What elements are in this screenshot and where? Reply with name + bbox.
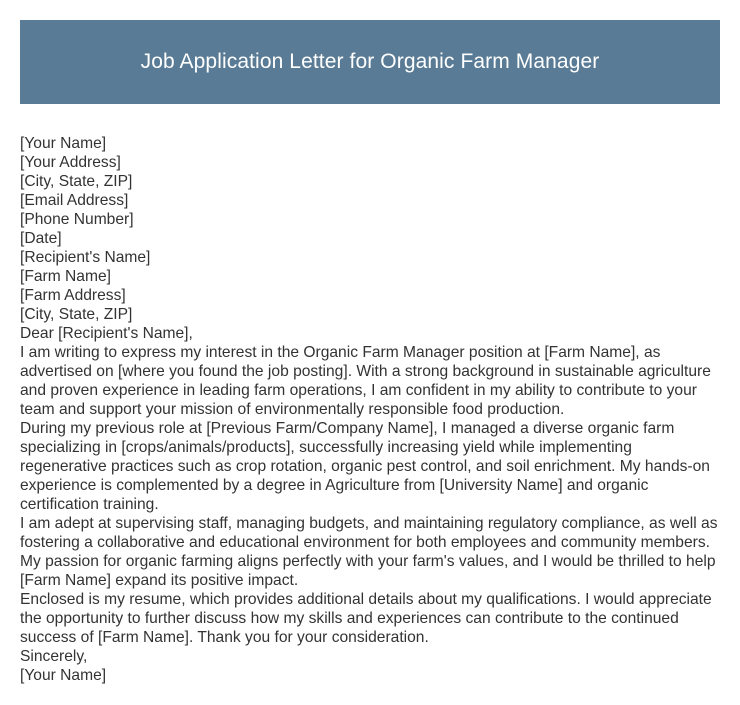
recipient-farm-name: [Farm Name] <box>20 268 111 285</box>
salutation: Dear [Recipient's Name], <box>20 325 193 342</box>
letter-date: [Date] <box>20 230 62 247</box>
letter-body <box>20 134 720 685</box>
sender-email: [Email Address] <box>20 192 129 209</box>
closing: Sincerely, <box>20 648 88 665</box>
recipient-farm-address: [Farm Address] <box>20 287 126 304</box>
sender-name: [Your Name] <box>20 135 107 152</box>
sender-city-state-zip: [City, State, ZIP] <box>20 173 133 190</box>
sender-address: [Your Address] <box>20 154 121 171</box>
body-paragraph-2: During my previous role at [Previous Farm/Company Name], I managed a diverse organic farm specializing in [crops/animals/products], successfully increasing yield while implementing regenerative practices such as crop rotation, organic pest control, and soil enrichment. My hands-on experience is complemented by a degree in Agriculture from [University Name] and organic certification training. <box>20 420 710 513</box>
page-title: Job Application Letter for Organic Farm Manager <box>140 50 600 73</box>
signature: [Your Name] <box>20 667 107 684</box>
body-paragraph-1: I am writing to express my interest in the Organic Farm Manager position at [Farm Name], as advertised on [where you found the job posting]. With a strong background in sustainable agriculture and proven experience in leading farm operations, I am confident in my ability to contribute to your team and support your mission of environmentally responsible food production. <box>20 344 711 418</box>
title-banner <box>20 20 720 104</box>
sender-phone: [Phone Number] <box>20 211 134 228</box>
recipient-city-state-zip: [City, State, ZIP] <box>20 306 133 323</box>
recipient-name: [Recipient's Name] <box>20 249 151 266</box>
body-paragraph-3: I am adept at supervising staff, managing budgets, and maintaining regulatory compliance, as well as fostering a collaborative and educational environment for both employees and community members. My passion for organic farming aligns perfectly with your farm's values, and I would be thrilled to help [Farm Name] expand its positive impact. <box>20 515 718 589</box>
body-paragraph-4: Enclosed is my resume, which provides additional details about my qualifications. I would appreciate the opportunity to further discuss how my skills and experiences can contribute to the continued success of [Farm Name]. Thank you for your consideration. <box>20 591 712 646</box>
